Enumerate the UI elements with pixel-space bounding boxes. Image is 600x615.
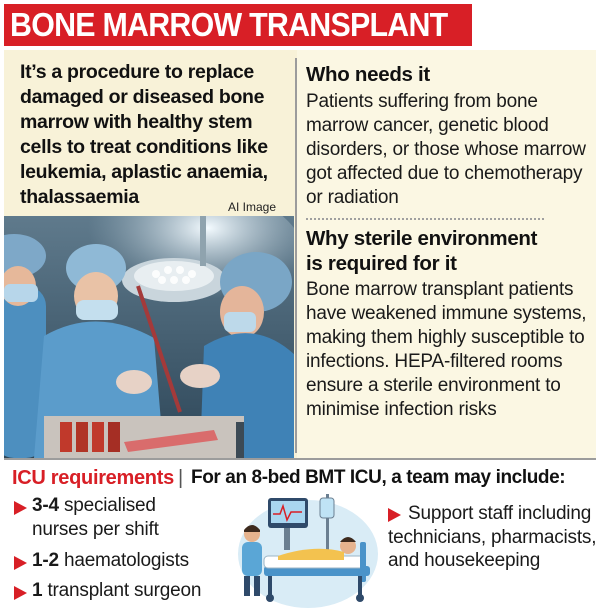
who-needs-heading: Who needs it [306, 63, 430, 86]
section-divider [306, 218, 544, 220]
page-title: BONE MARROW TRANSPLANT [10, 6, 448, 43]
item-text: haematologists [58, 550, 189, 571]
item-count: 3-4 [32, 495, 59, 516]
list-item [32, 549, 232, 573]
icu-bed-illustration [234, 490, 380, 610]
why-sterile-heading-line2: is required for it [306, 252, 457, 275]
item-count: 1-2 [32, 550, 59, 571]
item-text: specialised [58, 495, 156, 516]
arrow-bullet-icon [14, 556, 27, 570]
item-count: 1 [32, 580, 43, 601]
why-sterile-section [306, 226, 596, 422]
surgery-photo [4, 216, 294, 458]
intro-text: It’s a procedure to replace damaged or diseased bone marrow with healthy stem cells to treat conditions like leukemia, aplastic anaemia, thalassaemia [20, 61, 268, 208]
support-staff-text: Support staff including technicians, pharmacists, and housekeeping [388, 503, 597, 571]
icu-separator: | [178, 467, 184, 489]
list-item [32, 579, 232, 603]
image-credit: AI Image [228, 200, 277, 214]
arrow-bullet-icon [14, 501, 27, 515]
list-item [32, 494, 232, 542]
why-sterile-heading-line1: Why sterile environment [306, 227, 538, 250]
item-text: transplant surgeon [42, 580, 202, 601]
why-sterile-body: Bone marrow transplant patients have weakened immune systems, making them highly susceptible to infections. HEPA-filtered rooms ensure a sterile environment to minimise infection risks [306, 279, 587, 420]
who-needs-section [306, 62, 596, 210]
arrow-bullet-icon [14, 586, 27, 600]
who-needs-body: Patients suffering from bone marrow cancer, genetic blood disorders, or those whose marrow got affected due to chemotherapy or radiation [306, 91, 586, 208]
item-text-line2: nurses per shift [32, 519, 159, 540]
column-divider [295, 58, 297, 453]
icu-subtitle: For an 8-bed BMT ICU, a team may include: [191, 467, 566, 488]
icu-title: ICU requirements [12, 467, 174, 489]
title-bar [0, 0, 600, 50]
